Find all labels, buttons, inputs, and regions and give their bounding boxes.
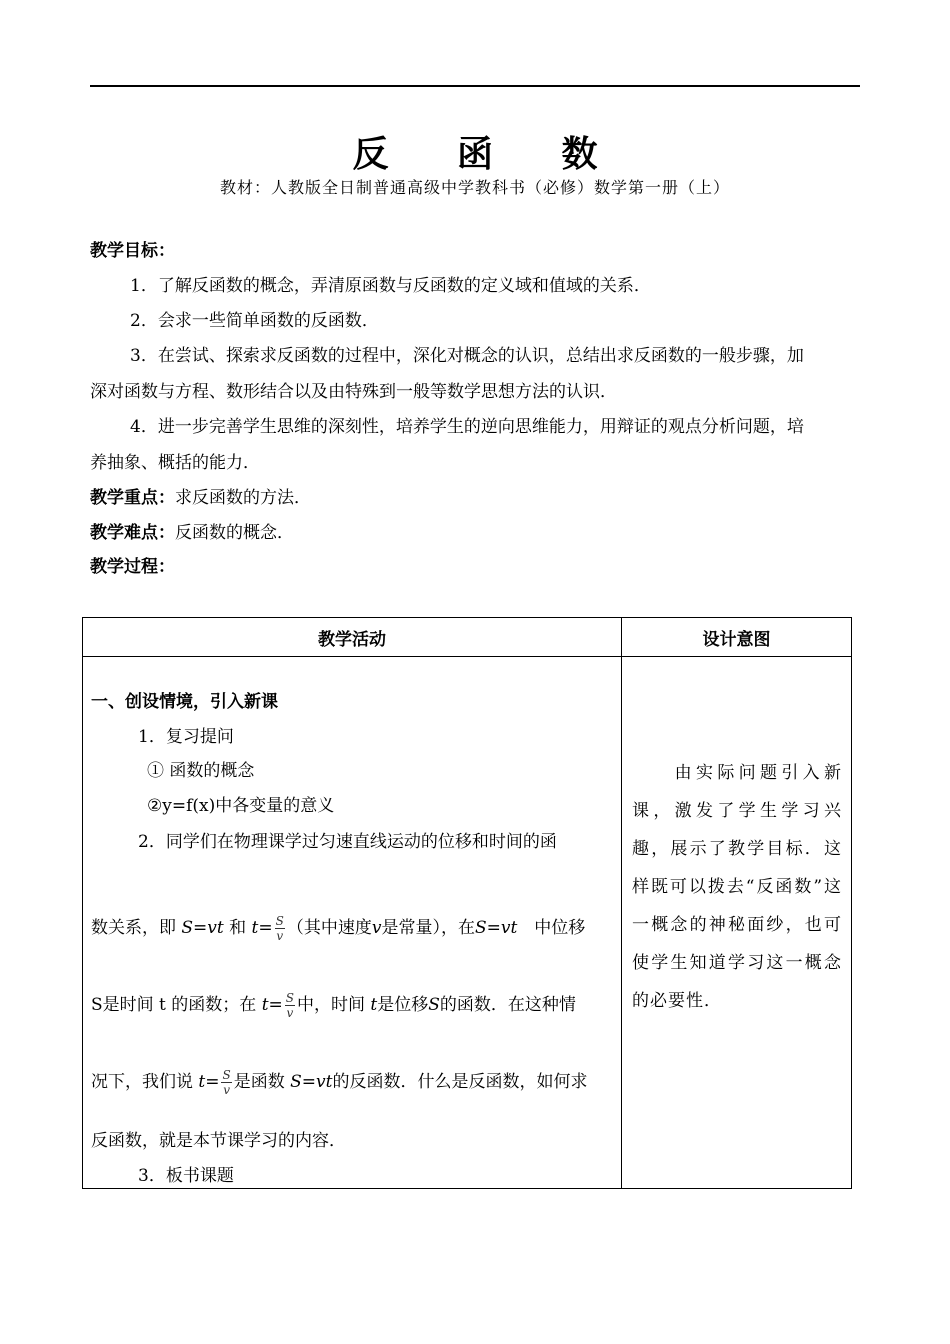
variable-s: S	[428, 995, 440, 1015]
formula-s-vt: S=vt	[290, 1072, 333, 1092]
fraction-denominator: v	[286, 1006, 294, 1020]
text-run: 是位移	[377, 995, 429, 1015]
goals-heading: 教学目标：	[90, 241, 175, 261]
fraction-s-over-v	[221, 1068, 231, 1097]
step-2-line-1: 2．同学们在物理课学过匀速直线运动的位移和时间的函	[138, 832, 557, 852]
goal-item-2: 2．会求一些简单函数的反函数．	[130, 311, 379, 331]
col-header-intent: 设计意图	[622, 618, 852, 657]
text-run: 况下，我们说	[91, 1072, 193, 1092]
intent-cell	[622, 657, 852, 1189]
formula-t-eq: t=	[251, 918, 273, 938]
goal-item-1: 1．了解反函数的概念，弄清原函数与反函数的定义域和值域的关系．	[130, 276, 651, 296]
goal-item-4-line-1: 4．进一步完善学生思维的深刻性，培养学生的逆向思维能力，用辩证的观点分析问题，培	[130, 417, 804, 437]
fraction-numerator: S	[275, 914, 284, 928]
step-2-line-3	[91, 990, 576, 1020]
formula-s-vt: S=vt	[474, 918, 518, 938]
step-1: 1．复习提问	[138, 727, 234, 747]
activity-table	[82, 617, 852, 1189]
text-run: 中，时间	[297, 995, 366, 1015]
text-run: 的函数．在这种情	[439, 995, 576, 1015]
variable-t: t	[370, 995, 378, 1015]
goal-item-3-line-1: 3．在尝试、探索求反函数的过程中，深化对概念的认识，总结出求反函数的一般步骤，加	[130, 346, 804, 366]
text-run: （其中速度	[286, 918, 372, 938]
key-point-text: 求反函数的方法．	[175, 488, 311, 508]
text-run: 和	[229, 918, 247, 938]
fraction-numerator: S	[285, 991, 295, 1005]
fraction-denominator: v	[276, 929, 284, 943]
formula-t-eq: t=	[198, 1072, 220, 1092]
text-run: 是函数	[233, 1072, 285, 1092]
step-3: 3．板书课题	[138, 1166, 234, 1186]
key-point-label: 教学重点：	[90, 488, 175, 508]
text-run: 中位移	[517, 918, 586, 938]
text-run: 是常量），在	[381, 918, 475, 938]
goal-item-4-line-2: 养抽象、概括的能力．	[90, 453, 260, 473]
fraction-s-over-v	[285, 991, 295, 1020]
page-title: 反 函 数	[352, 133, 626, 175]
step-1-b: ②y=f(x)中各变量的意义	[147, 796, 335, 816]
difficulty-label: 教学难点：	[90, 523, 175, 543]
key-point-line	[90, 483, 860, 508]
step-1-a: ① 函数的概念	[147, 761, 255, 781]
step-2-line-5: 反函数，就是本节课学习的内容．	[91, 1131, 346, 1151]
variable-v: v	[371, 918, 382, 938]
text-run: S是时间 t 的函数；在	[91, 995, 257, 1015]
difficulty-text: 反函数的概念．	[175, 523, 294, 543]
step-2-line-2	[91, 913, 585, 943]
goal-item-3-line-2: 深对函数与方程、数形结合以及由特殊到一般等数学思想方法的认识．	[90, 382, 617, 402]
step-2-line-4	[91, 1067, 587, 1097]
header-rule	[90, 85, 860, 87]
fraction-numerator: S	[222, 1068, 231, 1082]
design-intent-text: 由实际问题引入新课，激发了学生学习兴趣，展示了教学目标．这样既可以拨去“反函数”这一概念的神秘面纱，也可使学生知道学习这一概念的必要性．	[632, 763, 842, 1011]
formula-s-vt: S=vt	[181, 918, 224, 938]
fraction-s-over-v	[275, 914, 285, 943]
formula-t-eq: t=	[261, 995, 283, 1015]
activity-cell	[83, 657, 622, 1189]
difficulty-line	[90, 518, 860, 543]
text-run: 的反函数．什么是反函数，如何求	[332, 1072, 588, 1092]
process-heading: 教学过程：	[90, 557, 175, 577]
text-run: 数关系，即	[91, 918, 176, 938]
fraction-denominator: v	[223, 1083, 230, 1097]
textbook-subtitle: 教材：人教版全日制普通高级中学教科书（必修）数学第一册（上）	[219, 178, 730, 197]
col-header-activity: 教学活动	[83, 618, 622, 657]
section-title: 一、创设情境，引入新课	[91, 692, 278, 712]
